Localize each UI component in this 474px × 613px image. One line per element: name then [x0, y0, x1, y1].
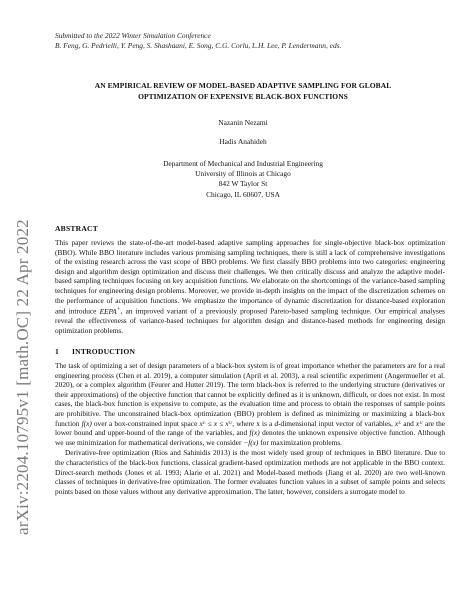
arxiv-identifier-stamp: arXiv:2204.10795v1 [math.OC] 22 Apr 2022	[13, 219, 32, 536]
text-run: and	[401, 418, 416, 428]
math-inline: −f(x)	[243, 437, 259, 447]
abstract-heading: ABSTRACT	[55, 224, 98, 233]
abstract-text-part: This paper reviews the state-of-the-art model-based adaptive sampling approaches for single-objective black-box optimization (BBO). While BBO literature includes various promising sampling techniques, there is still a lack of comprehensive investigations of the existing research across the vast scope of BBO problems. We first classify BBO problems into two categories: engineering design and algorithm design optimization and discuss their challenges. We then critically discuss and analyze the adaptive model-based sampling techniques focusing on key acquisition functions. We elaborate on the shortcomings of the variance-based sampling techniques for engineering design problems. Moreover, we provide in-depth insights on the impact of the discretization schemes on the performance of acquisition functions. We emphasize the importance of dynamic discretization for distance-based exploration and introduce	[55, 238, 445, 316]
text-run: are the lower bound and upper-bound of the range of the variables, and	[55, 418, 446, 438]
title-line-1: AN EMPIRICAL REVIEW OF MODEL-BASED ADAPTIVE SAMPLING FOR GLOBAL	[94, 81, 392, 90]
abstract-text	[55, 238, 445, 335]
section-number: 1	[55, 347, 59, 356]
method-name	[100, 307, 121, 316]
affiliation-university: University of Illinois at Chicago	[195, 169, 291, 179]
affiliation	[48, 159, 438, 200]
section-title: INTRODUCTION	[72, 347, 136, 356]
author-name: Nazanin Nezami	[218, 118, 268, 127]
paragraph	[55, 361, 445, 447]
conference-header	[55, 31, 445, 51]
text-run: for maximization problems.	[258, 437, 343, 447]
text-run: over a box-constrained input space	[91, 418, 200, 428]
text-run: -dimensional input vector of variables,	[278, 418, 395, 428]
introduction-heading	[55, 347, 135, 357]
paragraph: Derivative-free optimization (Rios and Sahinidis 2013) is the most widely used group of techniques in BBO literature. Due to the characteristics of the black-box functions, classical gradient-based optimization methods are not applicable in the BBO context. Direct-search methods (Jones et al. 1993; Alarie et al. 2021) and Model-based methods (Jiang et al. 2020) are two well-known classes of techniques in derivative-free optimization. The former evaluates function values in a subset of sample points and selects points based on those values without any derivative approximation. The latter, however, considers a surrogate model to	[55, 448, 445, 496]
method-name-superscript: +	[116, 306, 121, 313]
abstract-text-part: , an improved variant of a previously proposed Pareto-based sampling technique. Our empirical analyses reveal the effectiveness of variance-based techniques for algorithm design and distance-based methods for engineering design optimization problems.	[55, 306, 445, 335]
math-inline: xᴸ ≤ x ≤ xᵁ	[199, 418, 233, 428]
author-block	[48, 118, 438, 200]
method-name-text: EEPA	[99, 306, 117, 316]
math-inline: d	[274, 418, 279, 428]
editors-line: B. Feng, G. Pedrielli, Y. Peng, S. Shashaani, E. Song, C.G. Corlu, L.H. Lee, P. Lendermann, eds.	[55, 41, 342, 50]
paper-title	[48, 80, 438, 102]
conference-line: Submitted to the 2022 Winter Simulation Conference	[55, 31, 211, 40]
math-inline: xᵁ	[415, 418, 423, 428]
author-name: Hadis Anahideh	[219, 137, 267, 146]
affiliation-department: Department of Mechanical and Industrial Engineering	[163, 159, 323, 168]
math-inline: f(x)	[249, 428, 260, 438]
text-run: denotes the unknown expensive objective function. Although we use minimization for mathematical derivations, we consider	[55, 428, 445, 447]
text-run: , where x is a	[232, 418, 275, 428]
affiliation-street: 842 W Taylor St	[218, 179, 268, 189]
math-inline: f(x)	[81, 418, 92, 428]
title-line-2: OPTIMIZATION OF EXPENSIVE BLACK-BOX FUNCTIONS	[138, 92, 348, 101]
math-inline: xᴸ	[394, 418, 402, 428]
text-run: The task of optimizing a set of design parameters of a black-box system is of great importance whether the parameters are for a real engineering process (Chen et al. 2019), a computer simulation (April et al. 2003), a real scientific experiment (Angermueller et al. 2020), or a complex algorithm (Feurer and Hutter 2019). The term black-box is referred to the underlying structure (derivatives or their approximations) of the objective function that cannot be explicitly defined as it is unknown, difficult, or does not exist. In most cases, the black-box function is expensive to compute, as the evaluation time and process to obtain the responses of sample points are prohibitive. The unconstrained black-box optimization (BBO) problem is defined as minimizing or maximizing a black-box function	[55, 361, 445, 428]
affiliation-city: Chicago, IL 60607, USA	[206, 189, 280, 199]
introduction-text	[55, 361, 445, 496]
